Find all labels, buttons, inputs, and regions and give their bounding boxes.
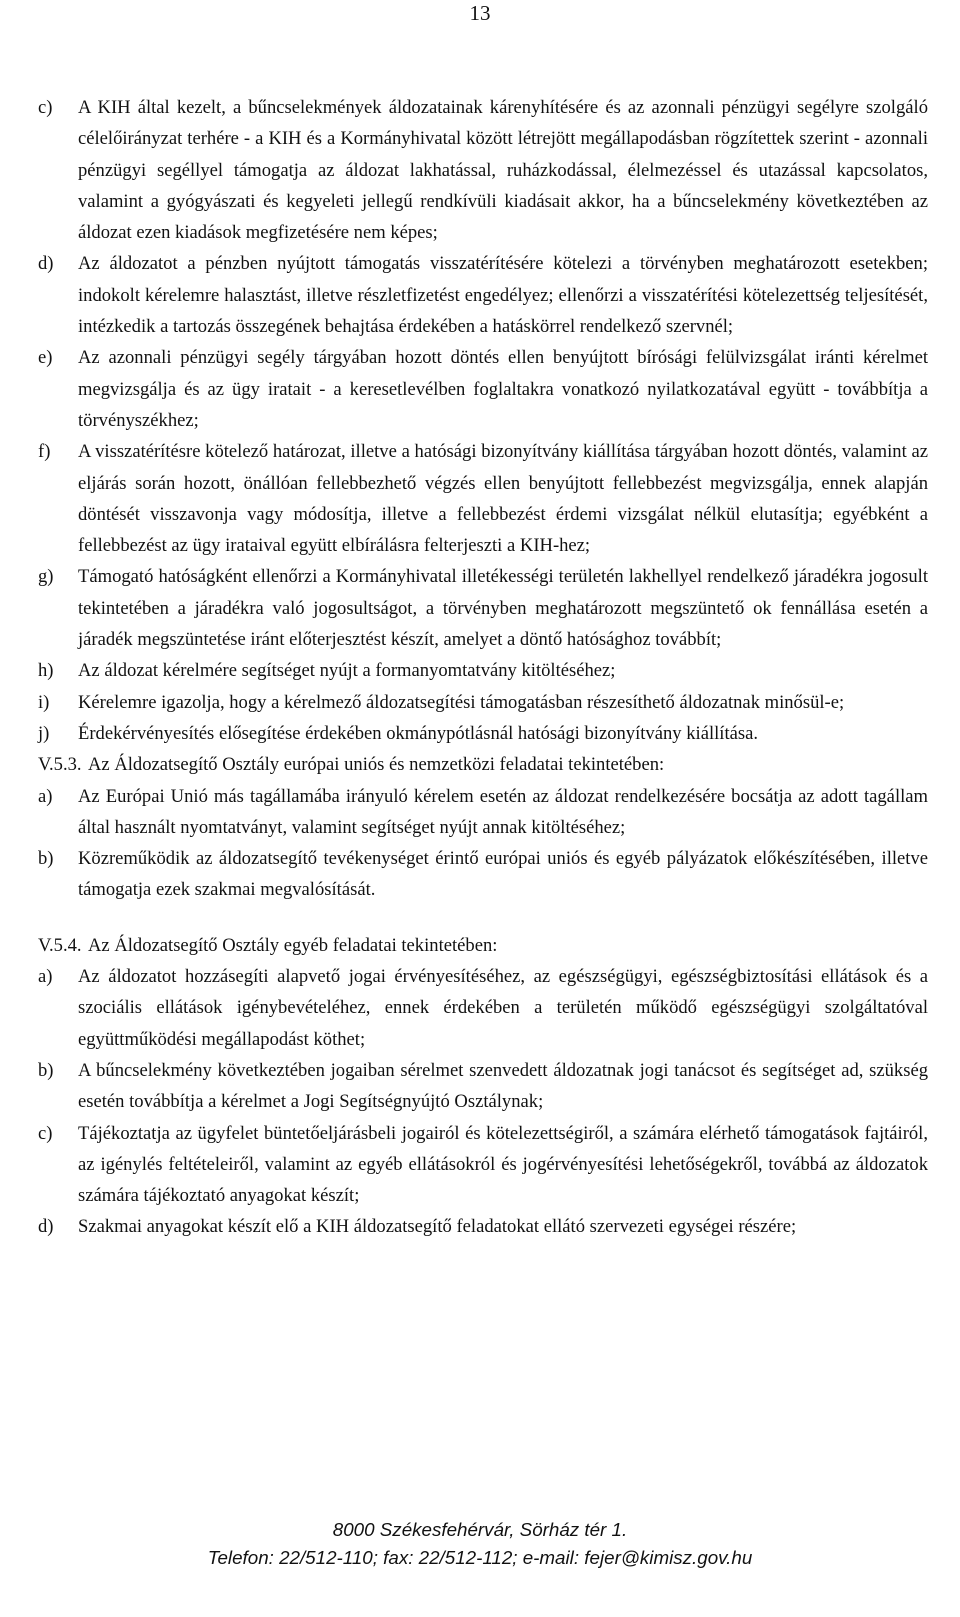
document-body (38, 92, 928, 1243)
section-title: Az Áldozatsegítő Osztály európai uniós és nemzetközi feladatai tekintetében: (88, 754, 665, 776)
list-text: A KIH által kezelt, a bűncselekmények áldozatainak kárenyhítésére és az azonnali pénzügyi segélyre szolgáló célelőirányzat terhére - a KIH és a Kormányhivatal között létrejött megállapodásban rögzítettek szerint - azonnali pénzügyi segéllyel támogatja az áldozat lakhatással, ruházkodással, élelmezéssel és utazással kapcsolatos, valamint a gyógyászati és kegyeleti jellegű rendkívüli kiadásait akkor, ha a bűncselekmény következtében az áldozat ezen kiadások megfizetésére nem képes; (78, 97, 928, 244)
section-heading (38, 749, 928, 780)
list-marker: b) (38, 848, 54, 870)
list-marker: e) (38, 347, 53, 369)
section-number: V.5.3. (38, 754, 82, 776)
list-item (38, 843, 928, 906)
list-text: Közreműködik az áldozatsegítő tevékenységet érintő európai uniós és egyéb pályázatok előkészítésében, illetve támogatja ezek szakmai megvalósítását. (78, 848, 928, 901)
list-item (38, 92, 928, 248)
list-marker: d) (38, 1216, 54, 1238)
section-spacer (38, 906, 928, 930)
list-text: A bűncselekmény következtében jogaiban sérelmet szenvedett áldozatnak jogi tanácsot és segítséget ad, szükség esetén továbbítja a kérelmet a Jogi Segítségnyújtó Osztálynak; (78, 1059, 928, 1113)
footer-contact: Telefon: 22/512-110; fax: 22/512-112; e-mail: fejer@kimisz.gov.hu (207, 1547, 753, 1568)
list-text: A visszatérítésre kötelező határozat, illetve a hatósági bizonyítvány kiállítása tárgyában hozott döntés, valamint az eljárás során hozott, önállóan fellebbezhető végzés ellen benyújtott fellebbezést megvizsgálja, ennek alapján döntését visszavonja vagy módosítja, illetve a fellebbezést érdemi vizsgálat nélkül elutasítja; egyébként a fellebbezést az ügy irataival együtt elbírálásra felterjeszti a KIH-hez; (78, 441, 928, 557)
section-title: Az Áldozatsegítő Osztály egyéb feladatai tekintetében: (88, 934, 498, 956)
list-text: Az áldozatot a pénzben nyújtott támogatás visszatérítésére kötelezi a törvényben meghatározott esetekben; indokolt kérelemre halasztást, illetve részletfizetést engedélyez; ellenőrzi a visszatérítési kötelezettség teljesítését, intézkedik a tartozás összegének behajtása érdekében a hatáskörrel rendelkező szervnél; (78, 253, 928, 338)
section-heading (38, 930, 928, 961)
list-marker: c) (38, 1122, 53, 1144)
list-item (38, 561, 928, 655)
footer-address: 8000 Székesfehérvár, Sörház tér 1. (332, 1519, 628, 1540)
list-text: Az azonnali pénzügyi segély tárgyában hozott döntés ellen benyújtott bírósági felülvizsgálat iránti kérelmet megvizsgálja és az ügy iratait - a keresetlevélben foglaltakra vonatkozó nyilatkozatával együtt - továbbítja a törvényszékhez; (78, 347, 928, 431)
list-item (38, 655, 928, 686)
list-marker: a) (38, 785, 53, 807)
list-marker: f) (38, 441, 51, 463)
list-marker: j) (38, 722, 50, 744)
list-item (38, 1055, 928, 1118)
list-text: Érdekérvényesítés elősegítése érdekében okmánypótlásnál hatósági bizonyítvány kiállítása. (78, 722, 758, 744)
page-footer (0, 1516, 960, 1572)
list-item (38, 718, 928, 749)
list-item (38, 781, 928, 844)
list-item (38, 342, 928, 436)
list-text: Kérelemre igazolja, hogy a kérelmező áldozatsegítési támogatásban részesíthető áldozatnak minősül-e; (78, 691, 845, 713)
list-text: Támogató hatóságként ellenőrzi a Kormányhivatal illetékességi területén lakhellyel rendelkező járadékra jogosult tekintetében a járadékra való jogosultságot, a törvényben meghatározott megszüntető ok fennállása esetén a járadék megszüntetése iránt előterjesztést készít, amelyet a döntő hatósághoz továbbít; (78, 566, 928, 651)
list-marker: h) (38, 660, 54, 682)
list-item (38, 436, 928, 561)
list-item (38, 1118, 928, 1212)
list-text: Szakmai anyagokat készít elő a KIH áldozatsegítő feladatokat ellátó szervezeti egységei részére; (78, 1216, 797, 1238)
list-item (38, 248, 928, 342)
list-marker: i) (38, 691, 50, 713)
list-text: Az Európai Unió más tagállamába irányuló kérelem esetén az áldozat rendelkezésére bocsátja az adott tagállam által használt nyomtatványt, valamint segítséget nyújt annak kitöltéséhez; (78, 785, 928, 838)
list-marker: c) (38, 97, 53, 118)
list-item (38, 961, 928, 1055)
list-text: Tájékoztatja az ügyfelet büntetőeljárásbeli jogairól és kötelezettségiről, a számára elérhető támogatások fajtáiról, az igénylés feltételeiről, valamint az egyéb ellátásokról és jogérvényesítési lehetőségekről, továbbá az áldozatok számára tájékoztató anyagokat készít; (78, 1122, 928, 1207)
list-item (38, 687, 928, 718)
list-item (38, 1211, 928, 1242)
list-text: Az áldozatot hozzásegíti alapvető jogai érvényesítéséhez, az egészségügyi, egészségbiztosítási ellátások és a szociális ellátások igénybevételéhez, ennek érdekében a területén működő egészségügyi szolgáltatóval együttműködési megállapodást köthet; (78, 966, 928, 1050)
list-marker: d) (38, 253, 54, 275)
list-marker: b) (38, 1059, 54, 1081)
page-number: 13 (469, 1, 491, 25)
section-number: V.5.4. (38, 934, 82, 956)
list-text: Az áldozat kérelmére segítséget nyújt a formanyomtatvány kitöltéséhez; (78, 660, 616, 682)
list-marker: a) (38, 966, 53, 988)
list-marker: g) (38, 566, 54, 588)
